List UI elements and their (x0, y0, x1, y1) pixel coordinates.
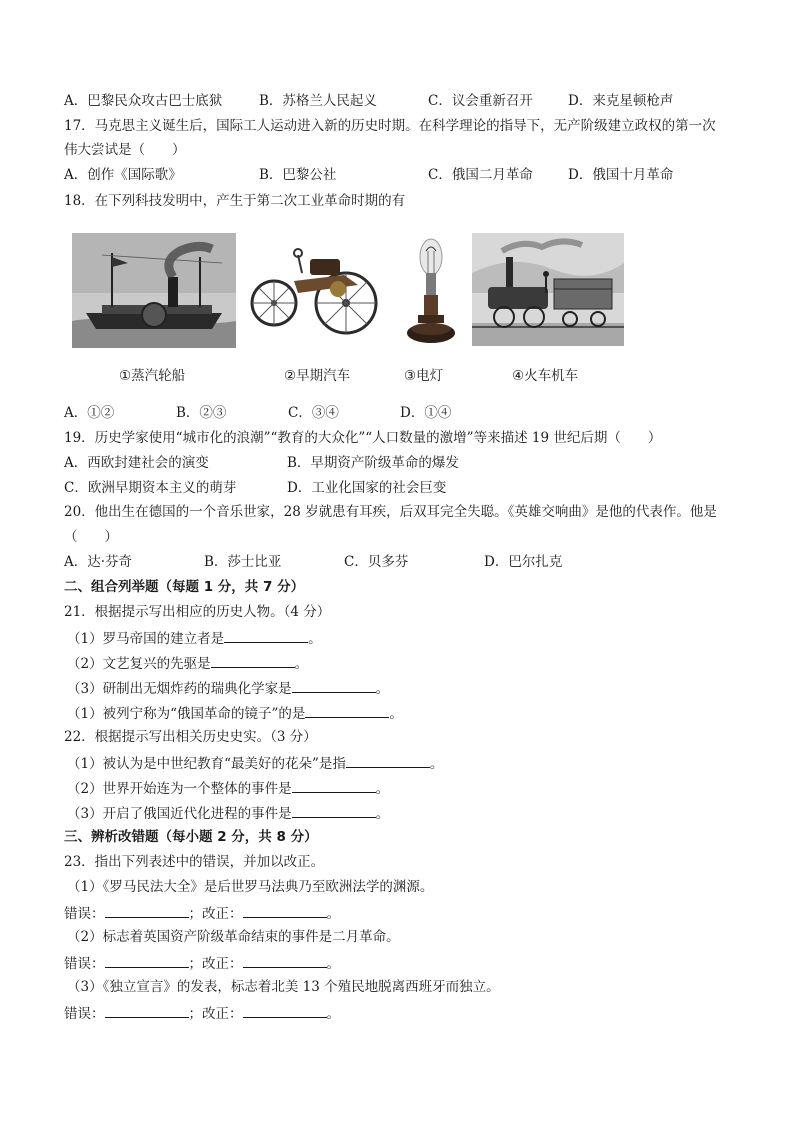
q20-option-b: B．莎士比亚 (204, 554, 282, 570)
q22-item-1: （1）被认为是中世纪教育“最美好的花朵”是指 。 (67, 753, 443, 773)
q20-stem-line1: 20．他出生在德国的一个音乐世家，28 岁就患有耳疾，后双耳完全失聪。《英雄交响曲》是他的代表作。他是 (64, 504, 717, 520)
q23-item-1: （1）《罗马民法大全》是后世罗马法典乃至欧洲法学的渊源。 (67, 879, 434, 895)
q20-option-c: C．贝多芬 (344, 554, 409, 570)
q18-option-b: B．②③ (176, 405, 227, 421)
q16-option-b: B．苏格兰人民起义 (259, 93, 377, 109)
q18-option-c: C．③④ (288, 405, 339, 421)
q17-stem-line2: 伟大尝试是（ ） (64, 142, 186, 158)
early-car-picture (246, 233, 390, 343)
q18-option-a: A．①② (64, 405, 115, 421)
caption-locomotive: ④火车机车 (512, 368, 579, 384)
q23-answer-3: 错误： ；改正： 。 (64, 1003, 340, 1023)
q23-item-2: （2）标志着英国资产阶级革命结束的事件是二月革命。 (67, 929, 400, 945)
q21-item-1: （1）罗马帝国的建立者是 。 (67, 628, 322, 648)
q18-option-d: D．①④ (400, 405, 452, 421)
q16-option-d: D．来克星顿枪声 (568, 93, 674, 109)
steamship-picture (72, 233, 236, 348)
q22-stem: 22．根据提示写出相关历史史实。（3 分） (64, 729, 317, 745)
q21-stem: 21．根据提示写出相应的历史人物。（4 分） (64, 604, 331, 620)
q18-stem: 18．在下列科技发明中，产生于第二次工业革命时期的有 (64, 193, 406, 209)
q21-item-3: （3）研制出无烟炸药的瑞典化学家是 。 (67, 678, 389, 698)
q20-stem-line2: （ ） (64, 529, 118, 545)
light-bulb-picture (402, 233, 460, 347)
q23-answer-2: 错误： ；改正： 。 (64, 953, 340, 973)
section2-title: 二、组合列举题（每题 1 分，共 7 分） (64, 579, 305, 595)
q19-option-d: D．工业化国家的社会巨变 (287, 480, 447, 496)
q22-item-3: （3）开启了俄国近代化进程的事件是 。 (67, 803, 389, 823)
q16-option-c: C．议会重新召开 (428, 93, 533, 109)
q23-item-3: （3）《独立宣言》的发表，标志着北美 13 个殖民地脱离西班牙而独立。 (67, 979, 500, 995)
q23-stem: 23．指出下列表述中的错误，并加以改正。 (64, 854, 325, 870)
q21-item-2: （2）文艺复兴的先驱是 。 (67, 653, 308, 673)
q20-option-d: D．巴尔扎克 (484, 554, 563, 570)
q17-option-c: C．俄国二月革命 (428, 167, 533, 183)
q19-option-a: A．西欧封建社会的演变 (64, 455, 209, 471)
q17-option-d: D．俄国十月革命 (568, 167, 674, 183)
q19-stem: 19．历史学家使用“城市化的浪潮”“教育的大众化”“人口数量的激增”等来描述 19 世纪后期（ ） (64, 430, 662, 446)
q23-answer-1: 错误： ；改正： 。 (64, 903, 340, 923)
caption-light-bulb: ③电灯 (404, 368, 444, 384)
q19-option-b: B．早期资产阶级革命的爆发 (287, 455, 459, 471)
q17-stem-line1: 17．马克思主义诞生后，国际工人运动进入新的历史时期。在科学理论的指导下，无产阶级建立政权的第一次 (64, 118, 716, 134)
caption-early-car: ②早期汽车 (284, 368, 351, 384)
q21-item-4: （1）被列宁称为“俄国革命的镜子”的是 。 (67, 703, 403, 723)
q22-item-2: （2）世界开始连为一个整体的事件是 。 (67, 778, 389, 798)
q17-option-a: A．创作《国际歌》 (64, 167, 182, 183)
caption-steamship: ①蒸汽轮船 (119, 368, 186, 384)
q19-option-c: C．欧洲早期资本主义的萌芽 (64, 480, 237, 496)
section3-title: 三、辨析改错题（每小题 2 分，共 8 分） (64, 829, 318, 845)
locomotive-picture (472, 233, 624, 346)
q17-option-b: B．巴黎公社 (259, 167, 337, 183)
q20-option-a: A．达·芬奇 (64, 554, 133, 570)
q16-option-a: A．巴黎民众攻古巴士底狱 (64, 93, 223, 109)
